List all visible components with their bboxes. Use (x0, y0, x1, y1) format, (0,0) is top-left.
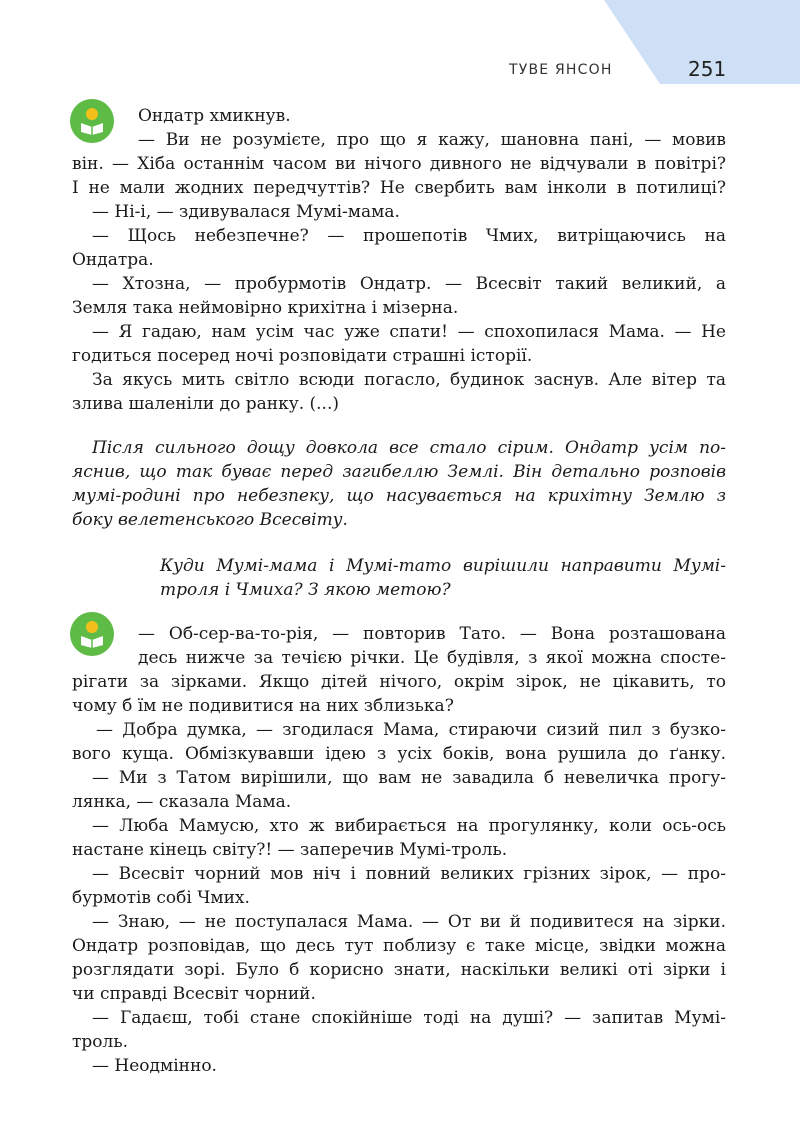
text-line: троль. (72, 1032, 128, 1052)
text-line: рігати за зірками. Якщо дітей нічого, окрім зірок, не цікавить, то (72, 672, 726, 692)
text-line: — Щось небезпечне? — прошепотів Чмих, витріщаючись на (92, 226, 726, 246)
text-line: Куди Мумі-мама і Мумі-тато вирішили направити Мумі- (160, 556, 726, 576)
page-number: 251 (688, 57, 727, 81)
text-line: Після сильного дощу довкола все стало сірим. Ондатр усім по- (92, 438, 726, 458)
text-line: злива шаленіли до ранку. (...) (72, 394, 339, 414)
text-line: — Всесвіт чорний мов ніч і повний великих грізних зірок, — про- (92, 864, 726, 884)
text-line: годиться посеред ночі розповідати страшні історії. (72, 346, 533, 366)
text-line: Ондатр хмикнув. (138, 106, 291, 126)
text-line: І не мали жодних передчуттів? Не свербить вам інколи в потилиці? (72, 178, 726, 198)
text-line: розглядати зорі. Було б корисно знати, наскільки великі оті зірки і (72, 960, 726, 980)
text-line: настане кінець світу?! — заперечив Мумі-троль. (72, 840, 508, 860)
text-line: Ондатр розповідав, що десь тут поблизу є таке місце, звідки можна (72, 936, 726, 956)
text-line: боку велетенського Всесвіту. (72, 510, 348, 530)
text-line: — Люба Мамусю, хто ж вибирається на прогулянку, коли ось-ось (92, 816, 726, 836)
text-line: десь нижче за течією річки. Це будівля, з якої можна спосте- (138, 648, 726, 668)
text-line: — Об-сер-ва-то-рія, — повторив Тато. — Вона розташована (138, 624, 726, 644)
text-line: він. — Хіба останнім часом ви нічого дивного не відчували в повітрі? (72, 154, 726, 174)
text-line: — Неодмінно. (92, 1056, 217, 1076)
story-text-block-1 (72, 104, 726, 416)
running-header-author: ТУВЕ ЯНСОН (509, 62, 613, 78)
text-line: — Знаю, — не поступалася Мама. — От ви й подивитеся на зірки. (92, 912, 726, 932)
text-line: мумі-родині про небезпеку, що насувається на крихітну Землю з (72, 486, 726, 506)
text-line: — Добра думка, — згодилася Мама, стираючи сизий пил з бузко- (96, 720, 726, 740)
header-corner-band (0, 0, 800, 90)
text-line: — Гадаєш, тобі стане спокійніше тоді на душі? — запитав Мумі- (92, 1008, 726, 1028)
story-text-block-2 (72, 622, 726, 1078)
story-summary (72, 436, 726, 532)
text-line: бурмотів собі Чмих. (72, 888, 250, 908)
text-line: — Я гадаю, нам усім час уже спати! — спохопилася Мама. — Не (92, 322, 726, 342)
reading-question (160, 554, 726, 602)
text-line: яснив, що так буває перед загибеллю Землі. Він детально розповів (72, 462, 726, 482)
text-line: троля і Чмиха? З якою метою? (160, 580, 451, 600)
text-line: — Ні-і, — здивувалася Мумі-мама. (92, 202, 400, 222)
text-line: чому б їм не подивитися на них зблизька? (72, 696, 454, 716)
text-line: — Ви не розумієте, про що я кажу, шановна пані, — мовив (138, 130, 726, 150)
text-line: вого куща. Обмізкувавши ідею з усіх боків, вона рушила до ґанку. (72, 744, 726, 764)
text-line: — Ми з Татом вирішили, що вам не завадила б невеличка прогу- (92, 768, 726, 788)
text-line: — Хтозна, — пробурмотів Ондатр. — Всесвіт такий великий, а (92, 274, 726, 294)
text-line: За якусь мить світло всюди погасло, будинок заснув. Але вітер та (92, 370, 726, 390)
text-line: чи справді Всесвіт чорний. (72, 984, 316, 1004)
text-line: лянка, — сказала Мама. (72, 792, 292, 812)
text-line: Ондатра. (72, 250, 154, 270)
text-line: Земля така неймовірно крихітна і мізерна. (72, 298, 459, 318)
